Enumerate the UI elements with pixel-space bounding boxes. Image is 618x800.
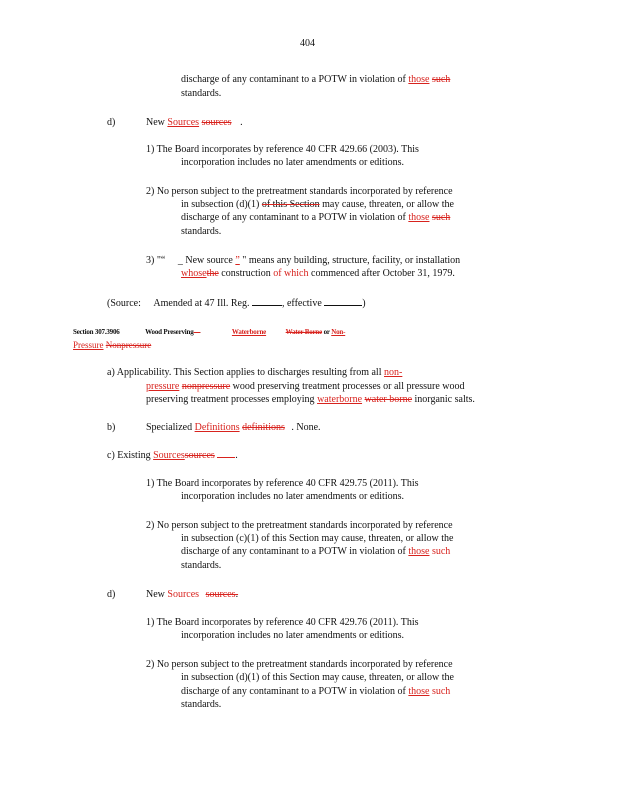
inserted-text: Definitions: [194, 422, 240, 433]
text: inorganic salts.: [414, 394, 475, 405]
text: 3) "“: [146, 255, 166, 266]
text: discharge of any contaminant to a POTW in violation of: [181, 74, 406, 85]
text: " means any building, structure, facility, or installation: [242, 255, 461, 266]
d1-item-2-line-3: [181, 212, 450, 224]
section-heading-line-1: [73, 326, 345, 338]
text: construction: [221, 268, 271, 279]
subsection-heading-b: [146, 422, 321, 434]
text: commenced after October 31, 1979.: [311, 268, 455, 279]
d1-item-2-line-2: [181, 199, 454, 211]
text: ): [362, 298, 366, 309]
subsection-heading-c: [107, 450, 238, 462]
c-item-2-line-4: standards.: [181, 560, 222, 571]
c-item-2-line-1: 2) No person subject to the pretreatment standards incorporated by reference: [146, 520, 453, 531]
text: a) Applicability. This Section applies to discharges resulting from all: [107, 367, 382, 378]
inserted-text: those: [408, 546, 430, 557]
c-item-1-line-1: 1) The Board incorporates by reference 40 CFR 429.75 (2011). This: [146, 478, 419, 489]
c-item-2-line-2: in subsection (c)(1) of this Section may cause, threaten, or allow the: [181, 533, 454, 544]
subsection-label-d: d): [107, 117, 116, 128]
page-number: 404: [300, 38, 315, 49]
deleted-text: such: [431, 212, 451, 223]
text: or: [323, 328, 330, 336]
text: , effective: [281, 298, 322, 309]
prev-line-2: standards.: [181, 88, 222, 99]
text: preserving treatment processes employing: [146, 394, 315, 405]
blank-effective: [324, 297, 362, 306]
deleted-text: such: [431, 74, 451, 85]
inserted-text: non-: [384, 367, 403, 378]
text: .: [240, 117, 243, 128]
text: c) Existing: [107, 450, 151, 461]
c-item-2-line-3: [181, 546, 450, 558]
inserted-text: Sources: [167, 117, 200, 128]
inserted-text: ”: [235, 255, 240, 266]
text: _ New source: [177, 255, 233, 266]
prev-line-1: [181, 74, 450, 86]
deleted-text: Nonpressure: [105, 340, 152, 350]
text: discharge of any contaminant to a POTW in violation of: [181, 546, 406, 557]
text: .: [235, 450, 238, 461]
subsection-heading-d: [146, 117, 243, 129]
deleted-text: sources: [201, 117, 232, 128]
d1-item-3-line-2: [181, 268, 455, 280]
text: . None.: [291, 422, 321, 433]
inserted-text: those: [408, 74, 430, 85]
inserted-text: Sources: [153, 450, 185, 461]
inserted-text: of which: [273, 268, 309, 279]
deleted-text: water borne: [364, 394, 413, 405]
a-line-2: [146, 381, 465, 393]
text: Amended at 47 Ill. Reg.: [153, 298, 250, 309]
deleted-text: of this Section: [261, 199, 320, 210]
text: discharge of any contaminant to a POTW in violation of: [181, 686, 406, 697]
a-line-1: [107, 367, 402, 379]
text: Specialized: [146, 422, 193, 433]
inserted-text: Pressure: [73, 340, 104, 350]
inserted-text: Waterborne: [231, 328, 267, 336]
d1-item-1-line-2: incorporation includes no later amendments or editions.: [181, 157, 404, 168]
d1-item-1-line-1: 1) The Board incorporates by reference 40 CFR 429.66 (2003). This: [146, 144, 419, 155]
d2-item-2-line-1: 2) No person subject to the pretreatment standards incorporated by reference: [146, 659, 453, 670]
deleted-text: sources: [184, 450, 215, 461]
inserted-text: waterborne: [317, 394, 363, 405]
subsection-label-d2: d): [107, 589, 116, 600]
d1-item-3-line-1: [146, 255, 460, 267]
text: New: [146, 589, 165, 600]
source-note: [107, 297, 366, 310]
d2-item-1-line-1: 1) The Board incorporates by reference 40 CFR 429.76 (2011). This: [146, 617, 419, 628]
deleted-text: —: [193, 328, 201, 336]
deleted-text: Water Borne: [285, 328, 323, 336]
text: wood preserving treatment processes or all pressure wood: [232, 381, 465, 392]
section-heading-line-2: [73, 339, 151, 351]
section-number: Section 307.3906: [73, 328, 120, 336]
d2-item-1-line-2: incorporation includes no later amendments or editions.: [181, 630, 404, 641]
inserted-text: Sources: [167, 589, 200, 600]
text: may cause, threaten, or allow the: [322, 199, 454, 210]
subsection-heading-d2: [146, 589, 238, 601]
text: New: [146, 117, 165, 128]
inserted-text: pressure: [146, 381, 180, 392]
text: Wood Preserving: [145, 328, 194, 336]
inserted-text: those: [408, 212, 430, 223]
a-line-3: [146, 394, 475, 406]
d1-item-2-line-1: 2) No person subject to the pretreatment standards incorporated by reference: [146, 186, 453, 197]
blank-reg: [252, 297, 282, 306]
inserted-text: Non-: [331, 328, 346, 336]
deleted-text: the: [206, 268, 219, 279]
d2-item-2-line-3: [181, 686, 450, 698]
inserted-text: those: [408, 686, 430, 697]
d1-item-2-line-4: standards.: [181, 226, 222, 237]
deleted-text: sources: [205, 589, 236, 600]
deleted-text: nonpressure: [181, 381, 231, 392]
text: .: [235, 589, 239, 600]
c-item-1-line-2: incorporation includes no later amendments or editions.: [181, 491, 404, 502]
deleted-text: such: [431, 686, 451, 697]
d2-item-2-line-4: standards.: [181, 699, 222, 710]
text: (Source:: [107, 298, 141, 309]
deleted-text: such: [431, 546, 451, 557]
deleted-text: definitions: [242, 422, 285, 433]
subsection-label-b: b): [107, 422, 116, 433]
text: discharge of any contaminant to a POTW in violation of: [181, 212, 406, 223]
inserted-text: whose: [181, 268, 207, 279]
text: in subsection (d)(1): [181, 199, 260, 210]
d2-item-2-line-2: in subsection (d)(1) of this Section may cause, threaten, or allow the: [181, 672, 454, 683]
